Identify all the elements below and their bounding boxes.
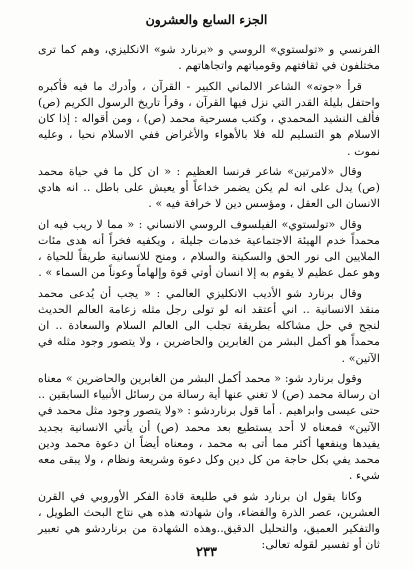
paragraph: وقال «تولستوي» الفيلسوف الروسي الانساني : « مما لا ريب فيه ان محمداً خدم الهيئة الاجتماعية خدمات جليلة ، ويكفيه فخراً أنه هدى مئات الملايين الى نور الحق والسكينة والسلام ، ومنح للانسانية طريقاً للحياة ، وهو عمل عظيم لا يقوم به إلا انسان أوتي قوة وإلهاماً وعوناً من السماء » .: [38, 217, 380, 280]
paragraph: وقول برنارد شو: « محمد أكمل البشر من الغابرين والحاضرين » معناه ان رسالة محمد (ص) لا تغني عنها أية رسالة من رسائل الأنبياء السابقين .. حتى عيسى وابراهيم . أما قول برناردشو : «ولا يتصور وجود مثل محمد في الآتين» فمعناه لا أحد يستطيع بعد محمد (ص) أن يأتي الانسانية بجديد يفيدها وينفعها أكثر مما أتى به محمد ، ومعناه أيضاً ان دعوة محمد ودين محمد يفي بكل حاجة من كل دين وكل دعوة وشريعة ونظام ، ولا يبقى معه شيء .: [38, 371, 380, 483]
page-number: ٢٣٣: [196, 545, 217, 560]
paragraph: وكانا يقول ان برنارد شو في طليعة قادة الفكر الأوروبي في القرن العشرين، عصر الذرة والفضاء، وان شهادته هذه هي نتاج البحث الطويل ، والتفكير العميق، والتحليل الدقيق..وهذه الشهادة من برناردشو هي تعبير ثان أو تفسير لقوله تعالى:: [38, 489, 380, 552]
paragraph: وقال برنارد شو الأديب الانكليزي العالمي : « يجب أن يُدعى محمد منقذ الانسانية .. اني أعتقد انه لو تولى رجل مثله زعامة العالم الحديث لنجح في حل مشاكله بطريقة تجلب الى العالم السلام والسعادة .. ان محمداً هو أكمل البشر من الغابرين والحاضرين ، ولا يتصور وجود مثله في الآتين» .: [38, 286, 380, 365]
paragraph: وقال «لامرتين» شاعر فرنسا العظيم : « ان كل ما في حياة محمد (ص) يدل على انه لم يكن يضمر خداعاً أو يعيش على باطل .. انه هادي الانسان الى العقل ، ومؤسس دين لا خرافة فيه » .: [38, 164, 380, 211]
running-header: الجزء السابع والعشرون: [145, 12, 268, 27]
body-text: [38, 42, 380, 552]
paragraph: الفرنسي و «تولستوي» الروسي و «برنارد شو» الانكليزي، وهم كما ترى مختلفون في ثقافتهم وقومياتهم واتجاهاتهم .: [38, 43, 380, 73]
paragraph: قرأ «جوته» الشاعر الالماني الكبير - القرآن ، وأدرك ما فيه فأكبره واحتفل بليلة القدر التي نزل فيها القرآن ، وقرأ تاريخ الرسول الكريم (ص) فألف النشيد المحمدي ، وكتب مسرحية محمد (ص) ، ومن أقواله : إذا كان الاسلام هو التسليم لله فلا بالأهواء والأغراض ففي الاسلام نحيا ، وعليه نموت .: [38, 79, 380, 158]
